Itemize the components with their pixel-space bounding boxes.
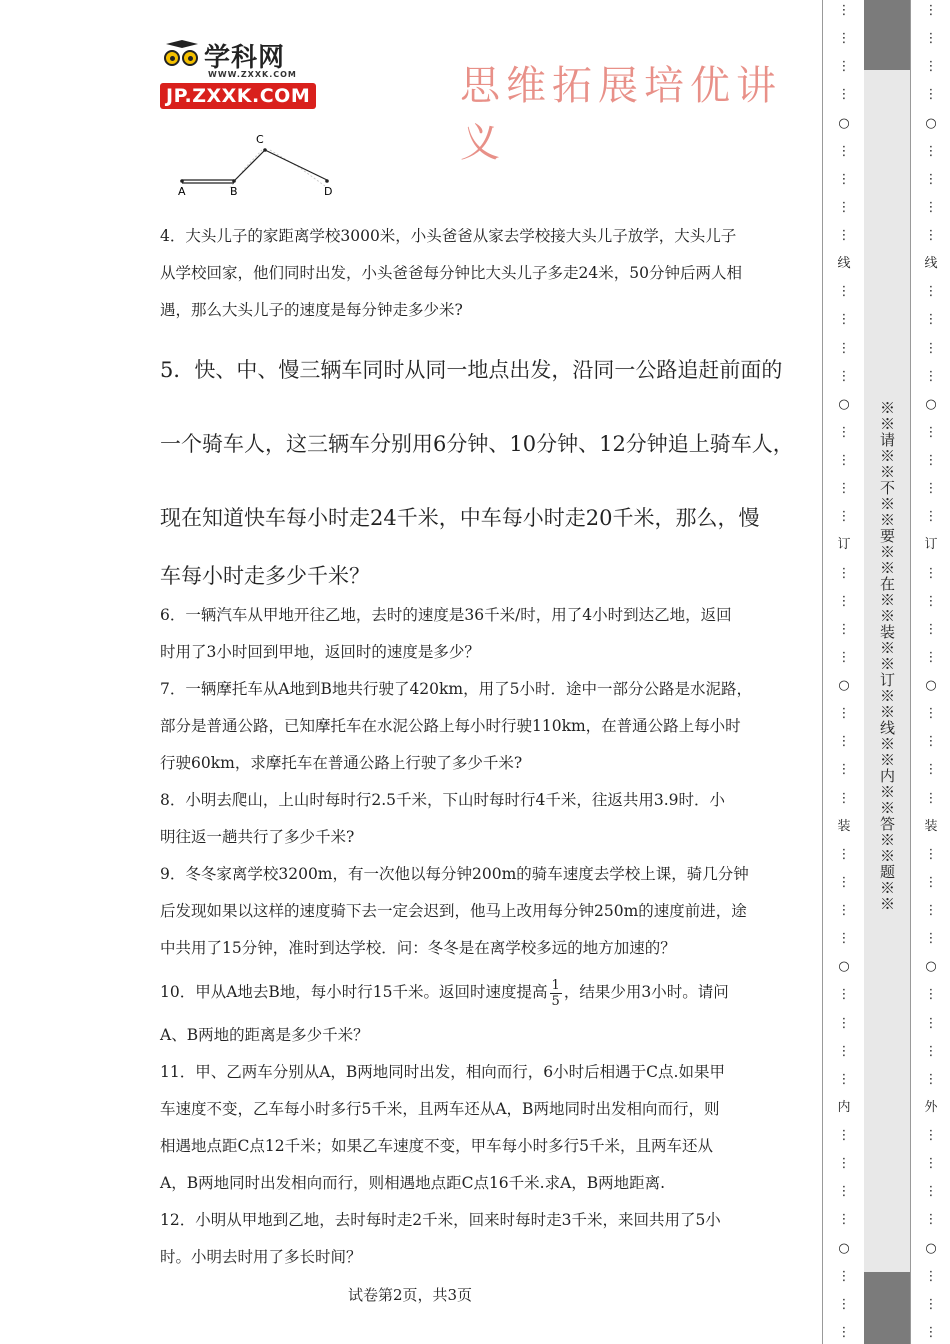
question-4 xyxy=(160,218,810,329)
point-b xyxy=(232,179,236,183)
binding-mark: ⋮ xyxy=(837,987,851,1003)
question-10 xyxy=(160,967,810,1054)
binding-mark: ⋮ xyxy=(924,59,938,75)
page-header xyxy=(0,0,820,166)
question-line: 时。小明去时用了多长时间？ xyxy=(160,1248,362,1266)
binding-mark: 订 xyxy=(924,537,938,553)
binding-mark: ○ xyxy=(838,396,850,412)
route-diagram xyxy=(170,128,345,200)
binding-mark: ○ xyxy=(925,678,937,693)
question-line: 中共用了15分钟，准时到达学校．问：冬冬是在离学校多远的地方加速的？ xyxy=(160,939,676,957)
binding-mark: ○ xyxy=(838,678,850,693)
binding-mark: ⋮ xyxy=(924,143,938,159)
binding-mark: ⋮ xyxy=(837,593,851,609)
binding-mark: ⋮ xyxy=(837,734,851,750)
binding-mark: ⋮ xyxy=(924,790,938,806)
binding-mark: ⋮ xyxy=(837,59,851,75)
binding-mark: ⋮ xyxy=(924,734,938,750)
binding-mark: ⋮ xyxy=(837,1043,851,1059)
binding-mark: ⋮ xyxy=(924,874,938,890)
label-b: B xyxy=(230,185,238,198)
binding-mark: ⋮ xyxy=(924,931,938,947)
question-11 xyxy=(160,1054,810,1202)
binding-mark: 订 xyxy=(837,537,851,553)
binding-mark: ⋮ xyxy=(924,1268,938,1284)
question-6 xyxy=(160,597,810,671)
question-line: 部分是普通公路，已知摩托车在水泥公路上每小时行驶110km，在普通公路上每小时 xyxy=(160,717,741,735)
binding-mark: ⋮ xyxy=(837,424,851,440)
fraction-numerator: 1 xyxy=(551,977,560,993)
binding-mark: ⋮ xyxy=(924,1212,938,1228)
binding-mark: ⋮ xyxy=(837,1184,851,1200)
binding-mark: ⋮ xyxy=(837,284,851,300)
binding-mark: ⋮ xyxy=(924,706,938,722)
question-7 xyxy=(160,671,810,782)
question-line: 7．一辆摩托车从A地到B地共行驶了420km，用了5小时．途中一部分公路是水泥路， xyxy=(160,680,752,698)
question-line: 时用了3小时回到甲地，返回时的速度是多少？ xyxy=(160,643,480,661)
binding-mark: ⋮ xyxy=(837,87,851,103)
binding-mark: ⋮ xyxy=(837,453,851,468)
binding-mark: ⋮ xyxy=(837,874,851,890)
binding-mark: ⋮ xyxy=(837,846,851,862)
question-line: 12．小明从甲地到乙地，去时每时走2千米，回来时每时走3千米，来回共用了5小 xyxy=(160,1211,721,1229)
question-5 xyxy=(160,333,810,597)
binding-mark: 装 xyxy=(837,818,851,834)
binding-mark: ⋮ xyxy=(924,340,938,356)
binding-mark: ⋮ xyxy=(837,1268,851,1284)
point-d xyxy=(325,179,329,183)
binding-mark: ⋮ xyxy=(924,1015,938,1031)
binding-mark: ⋮ xyxy=(837,1156,851,1172)
fraction xyxy=(550,978,562,1009)
binding-mark: ⋮ xyxy=(837,368,851,384)
binding-mark: ⋮ xyxy=(837,31,851,47)
binding-mark: ⋮ xyxy=(837,312,851,328)
binding-mark: 外 xyxy=(924,1099,938,1115)
point-a xyxy=(180,179,184,183)
segment-bc xyxy=(234,150,265,181)
binding-mark: ⋮ xyxy=(837,171,851,187)
binding-mark: ⋮ xyxy=(924,1128,938,1143)
segment-cd xyxy=(265,150,327,180)
binding-mark: ⋮ xyxy=(837,565,851,581)
binding-mark: 线 xyxy=(924,256,938,272)
question-line: 行驶60km，求摩托车在普通公路上行驶了多少千米? xyxy=(160,754,523,772)
binding-inner-column xyxy=(822,0,865,1344)
question-line: 车每小时走多少千米？ xyxy=(160,564,370,588)
binding-mark: ⋮ xyxy=(837,931,851,947)
binding-mark: ⋮ xyxy=(837,1071,851,1087)
binding-mark: ⋮ xyxy=(924,171,938,187)
binding-mark: ○ xyxy=(925,1240,937,1256)
label-a: A xyxy=(178,185,186,198)
question-line: A，B两地同时出发相向而行，则相遇地点距C点16千米.求A，B两地距离. xyxy=(160,1174,666,1192)
question-list xyxy=(160,218,810,1276)
binding-mark: ⋮ xyxy=(924,565,938,581)
binding-mark: ⋮ xyxy=(924,593,938,609)
logo-badge: JP.ZXXK.COM xyxy=(160,83,316,109)
binding-mark: ⋮ xyxy=(924,762,938,778)
question-line: 从学校回家，他们同时出发，小头爸爸每分钟比大头儿子多走24米，50分钟后两人相 xyxy=(160,264,742,282)
binding-mark: ⋮ xyxy=(924,509,938,525)
binding-mark: ○ xyxy=(925,396,937,412)
question-text: ，结果少用3小时。请问 xyxy=(563,983,729,1001)
question-line xyxy=(160,967,810,1017)
binding-mark: ⋮ xyxy=(924,228,938,243)
binding-mark: ⋮ xyxy=(924,368,938,384)
binding-mark: ⋮ xyxy=(924,846,938,862)
question-8 xyxy=(160,782,810,856)
fraction-denominator: 5 xyxy=(551,993,560,1009)
label-d: D xyxy=(324,185,333,198)
binding-mark: ⋮ xyxy=(924,453,938,468)
binding-mark: ⋮ xyxy=(837,1296,851,1312)
binding-mark: 内 xyxy=(837,1099,851,1115)
binding-mark: ⋮ xyxy=(837,1128,851,1143)
label-c: C xyxy=(256,133,264,146)
question-line: 8．小明去爬山，上山时每时行2.5千米，下山时每时行4千米，往返共用3.9时．小 xyxy=(160,791,726,809)
question-line: 遇，那么大头儿子的速度是每分钟走多少米? xyxy=(160,301,463,319)
binding-marks xyxy=(823,4,865,1340)
binding-mark: 装 xyxy=(924,818,938,834)
binding-mark: ⋮ xyxy=(924,987,938,1003)
binding-mark: ○ xyxy=(838,1240,850,1256)
binding-mark: ⋮ xyxy=(837,903,851,918)
question-12 xyxy=(160,1202,810,1276)
question-line: 一个骑车人，这三辆车分别用6分钟、10分钟、12分钟追上骑车人， xyxy=(160,432,794,456)
binding-mark: ○ xyxy=(925,959,937,975)
binding-mark: ⋮ xyxy=(924,1296,938,1312)
point-c xyxy=(263,148,267,152)
header-slogan: 思维拓展培优讲义 xyxy=(460,63,782,166)
binding-mark: ⋮ xyxy=(837,228,851,243)
binding-mark: ○ xyxy=(838,115,850,131)
binding-mark: 线 xyxy=(837,256,851,272)
question-text: 10．甲从A地去B地，每小时行15千米。返回时速度提高 xyxy=(160,983,548,1001)
binding-mark: ⋮ xyxy=(837,621,851,637)
binding-mark: ⋮ xyxy=(837,790,851,806)
question-line: A、B两地的距离是多少千米？ xyxy=(160,1026,369,1044)
logo-brand-text: 学科网 xyxy=(204,42,286,73)
binding-mark: ⋮ xyxy=(924,312,938,328)
question-line: 11．甲、乙两车分别从A，B两地同时出发，相向而行，6小时后相遇于C点.如果甲 xyxy=(160,1063,725,1081)
binding-mark: ⋮ xyxy=(837,340,851,356)
binding-mark: ⋮ xyxy=(924,424,938,440)
binding-mark: ⋮ xyxy=(837,199,851,215)
question-line: 后发现如果以这样的速度骑下去一定会迟到，他马上改用每分钟250m的速度前进，途 xyxy=(160,902,747,920)
binding-mark: ⋮ xyxy=(837,649,851,665)
binding-mark: ⋮ xyxy=(924,649,938,665)
binding-mark: ⋮ xyxy=(924,1043,938,1059)
zxxk-logo xyxy=(160,38,310,114)
binding-mark: ⋮ xyxy=(837,762,851,778)
binding-mark: ⋮ xyxy=(837,1015,851,1031)
binding-mark: ⋮ xyxy=(924,3,938,18)
binding-mark: ⋮ xyxy=(837,1324,851,1340)
binding-mark: ⋮ xyxy=(924,481,938,497)
binding-mark: ⋮ xyxy=(837,1212,851,1228)
binding-mark: ⋮ xyxy=(924,621,938,637)
binding-mark: ⋮ xyxy=(837,509,851,525)
question-line: 现在知道快车每小时走24千米，中车每小时走20千米，那么，慢 xyxy=(160,506,760,530)
logo-url-text: WWW.ZXXK.COM xyxy=(208,70,297,79)
question-line: 相遇地点距C点12千米；如果乙车速度不变，甲车每小时多行5千米，且两车还从 xyxy=(160,1137,713,1155)
gray-tab-bottom xyxy=(864,1272,910,1344)
binding-mark: ⋮ xyxy=(924,903,938,918)
question-line: 4．大头儿子的家距离学校3000米，小头爸爸从家去学校接大头儿子放学，大头儿子 xyxy=(160,227,737,245)
binding-mark: ○ xyxy=(925,115,937,131)
binding-mark: ⋮ xyxy=(924,1071,938,1087)
binding-mark: ⋮ xyxy=(924,31,938,47)
binding-mark: ⋮ xyxy=(837,143,851,159)
binding-mark: ⋮ xyxy=(837,3,851,18)
question-line: 5．快、中、慢三辆车同时从同一地点出发，沿同一公路追赶前面的 xyxy=(160,358,783,382)
binding-note-column xyxy=(864,0,910,1344)
question-9 xyxy=(160,856,810,967)
binding-outer-column xyxy=(910,0,950,1344)
gray-tab-top xyxy=(864,0,910,70)
page-footer: 试卷第2页，共3页 xyxy=(347,1286,473,1304)
binding-mark: ○ xyxy=(838,959,850,975)
binding-mark: ⋮ xyxy=(924,1324,938,1340)
question-line: 车速度不变，乙车每小时多行5千米，且两车还从A，B两地同时出发相向而行，则 xyxy=(160,1100,720,1118)
binding-mark: ⋮ xyxy=(924,87,938,103)
binding-mark: ⋮ xyxy=(924,1184,938,1200)
question-line: 明往返一趟共行了多少千米? xyxy=(160,828,355,846)
question-line: 6．一辆汽车从甲地开往乙地，去时的速度是36千米/时，用了4小时到达乙地，返回 xyxy=(160,606,732,624)
owl-mascot-icon xyxy=(160,40,204,70)
binding-mark: ⋮ xyxy=(837,706,851,722)
binding-note: ※※请※※不※※要※※在※※装※※订※※线※※内※※答※※题※※ xyxy=(878,400,896,912)
binding-mark: ⋮ xyxy=(837,481,851,497)
binding-mark: ⋮ xyxy=(924,284,938,300)
binding-mark: ⋮ xyxy=(924,199,938,215)
binding-marks xyxy=(911,4,950,1340)
binding-mark: ⋮ xyxy=(924,1156,938,1172)
question-line: 9．冬冬家离学校3200m，有一次他以每分钟200m的骑车速度去学校上课，骑几分钟 xyxy=(160,865,749,883)
